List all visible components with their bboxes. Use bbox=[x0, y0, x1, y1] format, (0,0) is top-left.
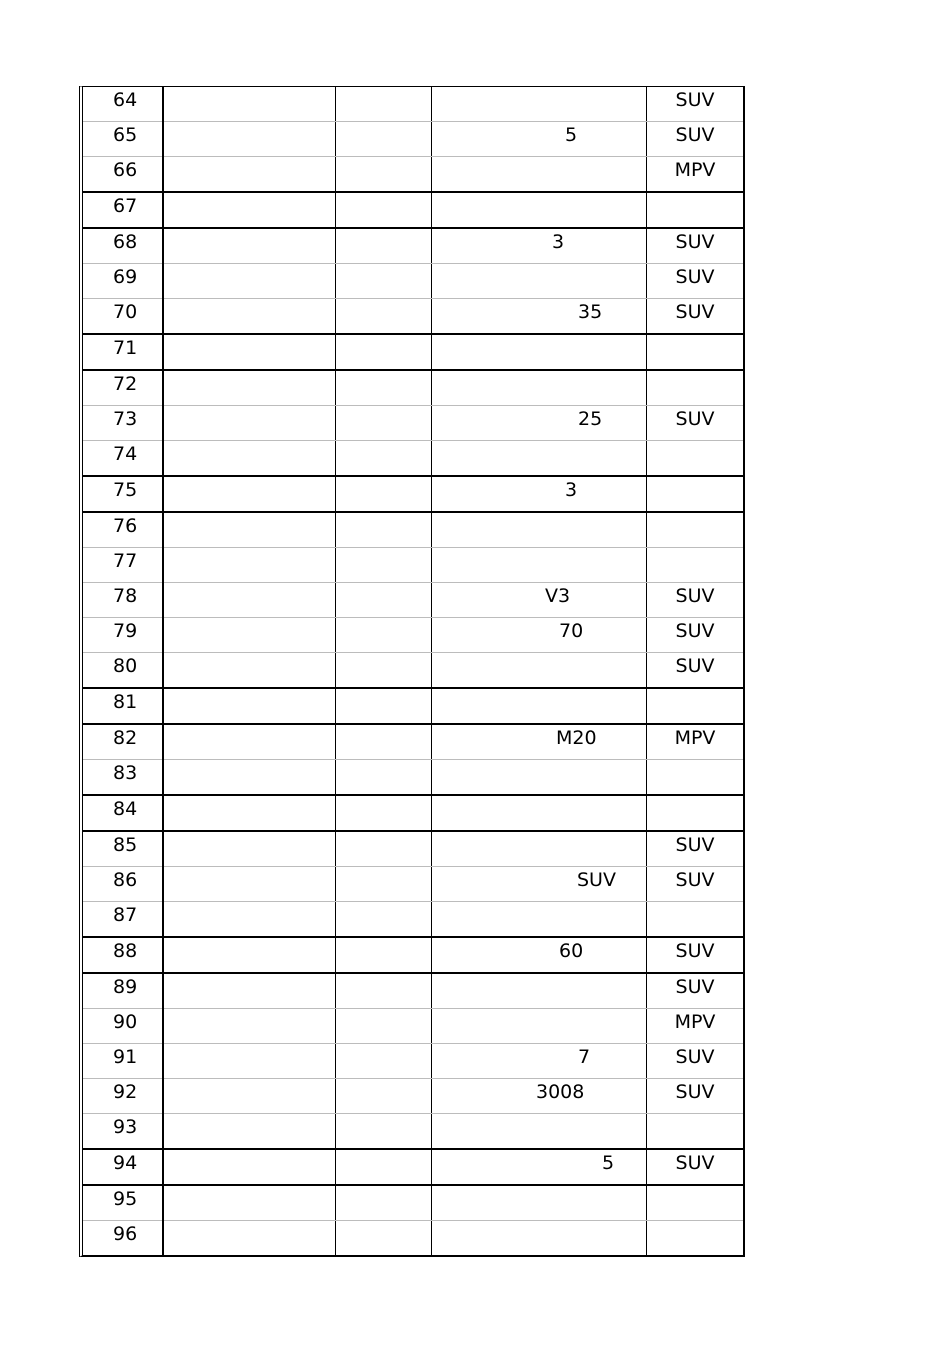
row-number-cell: 85 bbox=[83, 831, 163, 867]
model-label: V3 bbox=[545, 585, 571, 607]
vehicle-type-cell: SUV bbox=[647, 1149, 744, 1185]
row-number-cell: 93 bbox=[83, 1114, 163, 1150]
table-row bbox=[83, 406, 743, 441]
row-number-cell: 77 bbox=[83, 548, 163, 583]
model-cell bbox=[432, 902, 647, 938]
vehicle-type-cell: SUV bbox=[647, 618, 744, 653]
row-number-cell: 64 bbox=[83, 87, 163, 122]
empty-cell bbox=[336, 1221, 432, 1256]
table-row bbox=[83, 370, 743, 406]
model-label: 5 bbox=[602, 1152, 615, 1174]
vehicle-type-cell bbox=[647, 192, 744, 228]
vehicle-type-cell bbox=[647, 512, 744, 548]
model-cell bbox=[432, 406, 647, 441]
table-row bbox=[83, 867, 743, 902]
row-number-cell: 94 bbox=[83, 1149, 163, 1185]
table-row bbox=[83, 548, 743, 583]
vehicle-type-cell bbox=[647, 1185, 744, 1221]
table-row bbox=[83, 1149, 743, 1185]
row-number-cell: 78 bbox=[83, 583, 163, 618]
row-number-cell: 88 bbox=[83, 937, 163, 973]
model-cell bbox=[432, 795, 647, 831]
row-number-cell: 71 bbox=[83, 334, 163, 370]
empty-cell bbox=[336, 512, 432, 548]
vehicle-type-cell: SUV bbox=[647, 653, 744, 689]
empty-cell bbox=[163, 406, 336, 441]
model-label: 3 bbox=[552, 231, 565, 253]
row-number-cell: 84 bbox=[83, 795, 163, 831]
empty-cell bbox=[336, 370, 432, 406]
row-number-cell: 70 bbox=[83, 299, 163, 335]
table-row bbox=[83, 795, 743, 831]
vehicle-type-cell: SUV bbox=[647, 1079, 744, 1114]
table-row bbox=[83, 441, 743, 477]
model-cell bbox=[432, 937, 647, 973]
model-cell bbox=[432, 973, 647, 1009]
row-number-cell: 82 bbox=[83, 724, 163, 760]
table-row bbox=[83, 1079, 743, 1114]
row-number-cell: 74 bbox=[83, 441, 163, 477]
empty-cell bbox=[336, 760, 432, 796]
empty-cell bbox=[336, 264, 432, 299]
empty-cell bbox=[336, 1149, 432, 1185]
table-row bbox=[83, 1221, 743, 1256]
model-label: 7 bbox=[578, 1046, 591, 1068]
model-cell bbox=[432, 87, 647, 122]
model-label: SUV bbox=[577, 869, 616, 891]
empty-cell bbox=[336, 1044, 432, 1079]
model-cell bbox=[432, 299, 647, 335]
empty-cell bbox=[163, 157, 336, 193]
vehicle-type-cell: MPV bbox=[647, 1009, 744, 1044]
table-row bbox=[83, 688, 743, 724]
empty-cell bbox=[163, 1221, 336, 1256]
empty-cell bbox=[163, 512, 336, 548]
table-row bbox=[83, 512, 743, 548]
table-row bbox=[83, 334, 743, 370]
table-row bbox=[83, 228, 743, 264]
table-row bbox=[83, 760, 743, 796]
model-label: 35 bbox=[578, 301, 603, 323]
row-number-cell: 66 bbox=[83, 157, 163, 193]
model-cell bbox=[432, 370, 647, 406]
model-cell bbox=[432, 192, 647, 228]
table-row bbox=[83, 937, 743, 973]
model-label: 70 bbox=[559, 620, 584, 642]
table-row bbox=[83, 192, 743, 228]
table-row bbox=[83, 973, 743, 1009]
row-number-cell: 81 bbox=[83, 688, 163, 724]
vehicle-type-cell: SUV bbox=[647, 299, 744, 335]
vehicle-type-cell bbox=[647, 1221, 744, 1256]
row-number-cell: 90 bbox=[83, 1009, 163, 1044]
empty-cell bbox=[336, 583, 432, 618]
vehicle-type-cell bbox=[647, 548, 744, 583]
empty-cell bbox=[336, 406, 432, 441]
row-number-cell: 72 bbox=[83, 370, 163, 406]
row-number-cell: 95 bbox=[83, 1185, 163, 1221]
table-row bbox=[83, 1185, 743, 1221]
model-label: 5 bbox=[565, 124, 578, 146]
empty-cell bbox=[336, 867, 432, 902]
model-cell bbox=[432, 1114, 647, 1150]
model-cell bbox=[432, 1044, 647, 1079]
table-row bbox=[83, 299, 743, 335]
vehicle-type-cell: SUV bbox=[647, 583, 744, 618]
vehicle-type-cell: SUV bbox=[647, 406, 744, 441]
vehicle-type-cell bbox=[647, 795, 744, 831]
table-row bbox=[83, 1009, 743, 1044]
table-row bbox=[83, 724, 743, 760]
empty-cell bbox=[336, 937, 432, 973]
row-number-cell: 92 bbox=[83, 1079, 163, 1114]
empty-cell bbox=[336, 1009, 432, 1044]
empty-cell bbox=[163, 1185, 336, 1221]
empty-cell bbox=[163, 334, 336, 370]
model-cell bbox=[432, 157, 647, 193]
empty-cell bbox=[336, 688, 432, 724]
empty-cell bbox=[163, 441, 336, 477]
model-label: 25 bbox=[578, 408, 603, 430]
table-row bbox=[83, 653, 743, 689]
empty-cell bbox=[336, 795, 432, 831]
empty-cell bbox=[163, 973, 336, 1009]
model-cell bbox=[432, 228, 647, 264]
table-row bbox=[83, 902, 743, 938]
row-number-cell: 96 bbox=[83, 1221, 163, 1256]
empty-cell bbox=[336, 902, 432, 938]
empty-cell bbox=[336, 157, 432, 193]
vehicle-type-cell: SUV bbox=[647, 831, 744, 867]
model-cell bbox=[432, 476, 647, 512]
model-cell bbox=[432, 1079, 647, 1114]
empty-cell bbox=[163, 299, 336, 335]
model-label: 3 bbox=[565, 479, 578, 501]
empty-cell bbox=[336, 334, 432, 370]
data-grid bbox=[83, 87, 743, 1255]
empty-cell bbox=[163, 688, 336, 724]
empty-cell bbox=[163, 653, 336, 689]
empty-cell bbox=[336, 618, 432, 653]
empty-cell bbox=[163, 122, 336, 157]
model-cell bbox=[432, 583, 647, 618]
empty-cell bbox=[336, 831, 432, 867]
empty-cell bbox=[163, 795, 336, 831]
empty-cell bbox=[163, 1079, 336, 1114]
row-number-cell: 65 bbox=[83, 122, 163, 157]
vehicle-type-cell bbox=[647, 902, 744, 938]
empty-cell bbox=[163, 618, 336, 653]
vehicle-type-cell: SUV bbox=[647, 228, 744, 264]
vehicle-type-cell: SUV bbox=[647, 867, 744, 902]
vehicle-type-cell: SUV bbox=[647, 122, 744, 157]
vehicle-type-cell bbox=[647, 476, 744, 512]
empty-cell bbox=[163, 264, 336, 299]
row-number-cell: 83 bbox=[83, 760, 163, 796]
model-cell bbox=[432, 867, 647, 902]
empty-cell bbox=[336, 299, 432, 335]
model-cell bbox=[432, 334, 647, 370]
model-cell bbox=[432, 1221, 647, 1256]
vehicle-type-cell: SUV bbox=[647, 973, 744, 1009]
empty-cell bbox=[336, 441, 432, 477]
vehicle-type-cell bbox=[647, 760, 744, 796]
model-cell bbox=[432, 760, 647, 796]
model-cell bbox=[432, 441, 647, 477]
empty-cell bbox=[163, 583, 336, 618]
empty-cell bbox=[336, 228, 432, 264]
model-cell bbox=[432, 653, 647, 689]
row-number-cell: 87 bbox=[83, 902, 163, 938]
table-row bbox=[83, 476, 743, 512]
vehicle-type-cell: SUV bbox=[647, 1044, 744, 1079]
row-number-cell: 76 bbox=[83, 512, 163, 548]
vehicle-type-cell: MPV bbox=[647, 724, 744, 760]
table-row bbox=[83, 1044, 743, 1079]
vehicle-type-cell bbox=[647, 334, 744, 370]
empty-cell bbox=[336, 87, 432, 122]
row-number-cell: 89 bbox=[83, 973, 163, 1009]
empty-cell bbox=[336, 1079, 432, 1114]
model-cell bbox=[432, 548, 647, 583]
empty-cell bbox=[336, 973, 432, 1009]
table-row bbox=[83, 583, 743, 618]
model-cell bbox=[432, 1185, 647, 1221]
table-row bbox=[83, 157, 743, 193]
vehicle-type-cell: SUV bbox=[647, 87, 744, 122]
empty-cell bbox=[163, 228, 336, 264]
empty-cell bbox=[336, 1185, 432, 1221]
vehicle-type-cell bbox=[647, 370, 744, 406]
row-number-cell: 67 bbox=[83, 192, 163, 228]
empty-cell bbox=[163, 370, 336, 406]
model-cell bbox=[432, 618, 647, 653]
vehicle-type-cell bbox=[647, 441, 744, 477]
empty-cell bbox=[163, 87, 336, 122]
vehicle-type-cell: SUV bbox=[647, 264, 744, 299]
model-cell bbox=[432, 831, 647, 867]
row-number-cell: 68 bbox=[83, 228, 163, 264]
row-number-cell: 73 bbox=[83, 406, 163, 441]
empty-cell bbox=[163, 937, 336, 973]
table-row bbox=[83, 831, 743, 867]
table-row bbox=[83, 264, 743, 299]
empty-cell bbox=[163, 724, 336, 760]
empty-cell bbox=[163, 192, 336, 228]
empty-cell bbox=[163, 831, 336, 867]
empty-cell bbox=[336, 548, 432, 583]
spreadsheet-table bbox=[79, 86, 745, 1257]
empty-cell bbox=[163, 867, 336, 902]
empty-cell bbox=[163, 1114, 336, 1150]
empty-cell bbox=[163, 1009, 336, 1044]
model-label: M20 bbox=[556, 727, 597, 749]
grid-body bbox=[83, 87, 743, 1255]
empty-cell bbox=[163, 902, 336, 938]
vehicle-type-cell: SUV bbox=[647, 937, 744, 973]
empty-cell bbox=[163, 1149, 336, 1185]
model-label: 60 bbox=[559, 940, 584, 962]
row-number-cell: 80 bbox=[83, 653, 163, 689]
empty-cell bbox=[336, 192, 432, 228]
empty-cell bbox=[336, 122, 432, 157]
empty-cell bbox=[336, 1114, 432, 1150]
table-row bbox=[83, 1114, 743, 1150]
empty-cell bbox=[163, 760, 336, 796]
row-number-cell: 75 bbox=[83, 476, 163, 512]
table-row bbox=[83, 618, 743, 653]
model-cell bbox=[432, 688, 647, 724]
empty-cell bbox=[163, 548, 336, 583]
model-cell bbox=[432, 122, 647, 157]
vehicle-type-cell bbox=[647, 688, 744, 724]
model-label: 3008 bbox=[536, 1081, 585, 1103]
table-row bbox=[83, 122, 743, 157]
vehicle-type-cell bbox=[647, 1114, 744, 1150]
model-cell bbox=[432, 1149, 647, 1185]
empty-cell bbox=[163, 476, 336, 512]
model-cell bbox=[432, 724, 647, 760]
row-number-cell: 69 bbox=[83, 264, 163, 299]
row-number-cell: 91 bbox=[83, 1044, 163, 1079]
empty-cell bbox=[336, 476, 432, 512]
model-cell bbox=[432, 512, 647, 548]
model-cell bbox=[432, 1009, 647, 1044]
model-cell bbox=[432, 264, 647, 299]
empty-cell bbox=[336, 724, 432, 760]
empty-cell bbox=[163, 1044, 336, 1079]
empty-cell bbox=[336, 653, 432, 689]
row-number-cell: 79 bbox=[83, 618, 163, 653]
row-number-cell: 86 bbox=[83, 867, 163, 902]
vehicle-type-cell: MPV bbox=[647, 157, 744, 193]
table-row bbox=[83, 87, 743, 122]
